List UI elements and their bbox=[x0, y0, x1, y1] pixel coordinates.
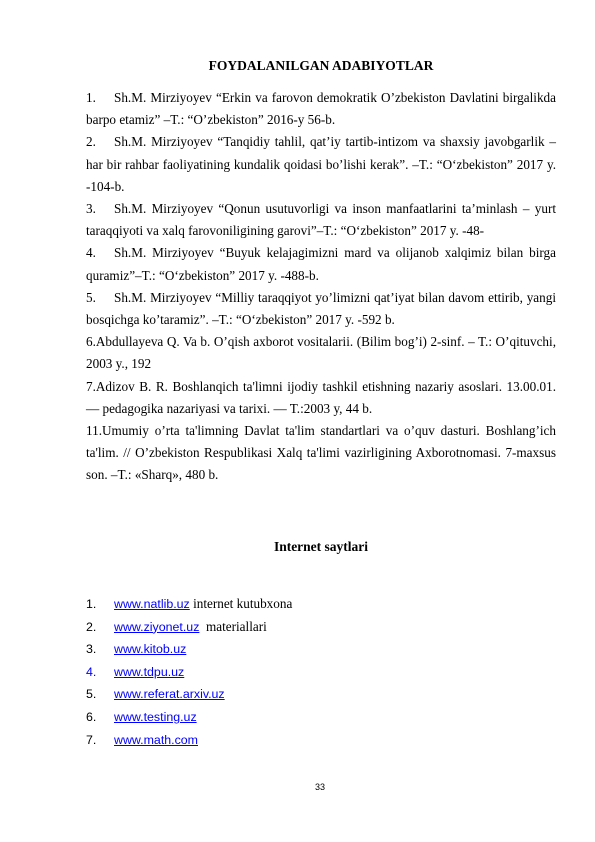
reference-text: Sh.M. Mirziyoyev “Erkin va farovon demokratik O’zbekiston Davlatini birgalikda barpo etamiz” –T.: “O’zbekiston” 2016-y 56-b. bbox=[86, 90, 556, 128]
link-item bbox=[86, 661, 556, 684]
reference-text: Sh.M. Mirziyoyev “Tanqidiy tahlil, qat’iy tartib-intizom va shaxsiy javobgarlik – har bir rahbar faoliyatining kundalik qoidasi bo’lishi kerak”. –T.: “O‘zbekiston” 2017 y. -104-b. bbox=[86, 134, 556, 194]
link-item bbox=[86, 616, 556, 639]
link-number: 2. bbox=[86, 619, 97, 634]
link-number: 3. bbox=[86, 642, 97, 657]
reference-number: 4. bbox=[86, 245, 96, 261]
reference-item bbox=[86, 420, 556, 487]
reference-item bbox=[86, 287, 556, 331]
reference-item bbox=[86, 376, 556, 420]
link-number: 6. bbox=[86, 709, 97, 724]
link-kitob[interactable]: www.kitob.uz bbox=[114, 642, 187, 657]
reference-item bbox=[86, 131, 556, 198]
link-number: 1. bbox=[86, 597, 97, 611]
page-number: 33 bbox=[314, 782, 325, 792]
link-natlib[interactable]: www.natlib.uz bbox=[114, 597, 190, 611]
page-title: FOYDALANILGAN ADABIYOTLAR bbox=[208, 58, 434, 73]
reference-number: 3. bbox=[86, 201, 96, 217]
link-description: materiallari bbox=[199, 618, 267, 634]
reference-text: 7.Adizov B. R. Boshlanqich ta'limni ijodiy tashkil etishning nazariy asoslari. 13.00.01. — pedagogika nazariyasi va tarixi. — T.:2003 y, 44 b. bbox=[86, 378, 556, 416]
reference-number: 1. bbox=[86, 90, 96, 105]
link-number: 5. bbox=[86, 687, 97, 702]
reference-text: 11.Umumiy o’rta ta'limning Davlat ta'lim standartlari va o’quv dasturi. Boshlang’ich ta'lim. // O’zbekiston Respublikasi Xalq ta'limi vazirligining Axborotnomasi. 7-maxsus son. –T.: «Sharq», 480 b. bbox=[86, 423, 556, 483]
link-tdpu[interactable]: www.tdpu.uz bbox=[114, 664, 185, 679]
link-item bbox=[86, 706, 556, 729]
reference-number: 2. bbox=[86, 134, 96, 150]
reference-item bbox=[86, 242, 556, 286]
reference-item bbox=[86, 198, 556, 242]
link-referat-arxiv[interactable]: www.referat.arxiv.uz bbox=[114, 687, 225, 702]
link-math[interactable]: www.math.com bbox=[114, 732, 198, 747]
link-testing[interactable]: www.testing.uz bbox=[114, 709, 197, 724]
link-item bbox=[86, 593, 556, 616]
link-item bbox=[86, 638, 556, 661]
reference-list bbox=[86, 87, 556, 487]
link-number: 4. bbox=[86, 664, 97, 679]
link-item bbox=[86, 683, 556, 706]
reference-text: Sh.M. Mirziyoyev “Qonun usutuvorligi va inson manfaatlarini ta’minlash – yurt taraqqiyoti va xalq farovoniligining garovi”–T.: “O‘zbekiston” 2017 y. -48- bbox=[86, 201, 556, 239]
reference-text: Sh.M. Mirziyoyev “Buyuk kelajagimizni mard va olijanob xalqimiz bilan birga quramiz”–T.: “O‘zbekiston” 2017 y. -488-b. bbox=[86, 245, 556, 283]
internet-link-list bbox=[86, 593, 556, 751]
reference-item bbox=[86, 87, 556, 131]
reference-item bbox=[86, 331, 556, 375]
internet-heading: Internet saytlari bbox=[273, 539, 369, 554]
link-item bbox=[86, 729, 556, 752]
reference-text: 6.Abdullayeva Q. Va b. O’qish axborot vositalarii. (Bilim bog’i) 2-sinf. – T.: O’qituvchi, 2003 y., 192 bbox=[86, 334, 556, 372]
reference-number: 5. bbox=[86, 289, 96, 305]
link-ziyonet[interactable]: www.ziyonet.uz bbox=[114, 619, 200, 634]
reference-text: Sh.M. Mirziyoyev “Milliy taraqqiyot yo’limizni qat’iyat bilan davom ettirib, yangi bosqichga ko’taramiz”. –T.: “O‘zbekiston” 2017 y. -592 b. bbox=[86, 289, 556, 328]
link-number: 7. bbox=[86, 732, 97, 747]
link-description: internet kutubxona bbox=[189, 596, 293, 611]
